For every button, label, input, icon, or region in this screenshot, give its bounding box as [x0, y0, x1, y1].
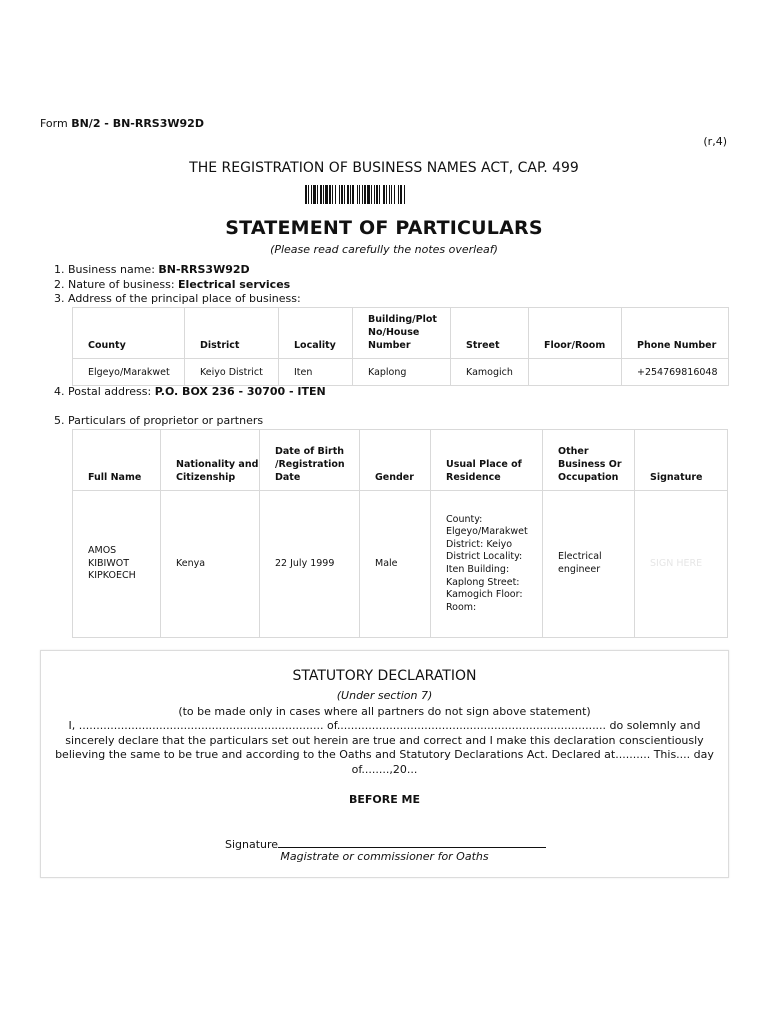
cell-signature: SIGN HERE — [635, 491, 728, 638]
header-floor-room: Floor/Room — [529, 308, 622, 359]
postal-address-line — [54, 385, 326, 398]
header-street: Street — [451, 308, 529, 359]
signature-line — [225, 836, 546, 851]
rule-reference: (r,4) — [703, 135, 727, 148]
signature-underline — [278, 836, 546, 848]
declaration-note: (to be made only in cases where all partners do not sign above statement) — [178, 705, 591, 718]
nature-value: Electrical services — [178, 278, 291, 291]
header-full-name: Full Name — [73, 430, 161, 491]
partners-line: 5. Particulars of proprietor or partners — [54, 414, 264, 427]
cell-nationality: Kenya — [161, 491, 260, 638]
header-phone: Phone Number — [622, 308, 729, 359]
table-row — [73, 359, 729, 386]
cell-locality: Iten — [279, 359, 353, 386]
cell-gender: Male — [360, 491, 431, 638]
business-name-line — [54, 263, 250, 276]
cell-building: Kaplong — [353, 359, 451, 386]
barcode-image — [305, 185, 465, 204]
magistrate-label: Magistrate or commissioner for Oaths — [280, 850, 489, 863]
business-name-value: BN-RRS3W92D — [158, 263, 250, 276]
nature-of-business-line — [54, 278, 290, 291]
declaration-title: STATUTORY DECLARATION — [292, 668, 477, 684]
before-me-label: BEFORE ME — [348, 793, 421, 806]
page-title: STATEMENT OF PARTICULARS — [225, 217, 543, 239]
form-prefix: Form — [40, 117, 72, 130]
cell-residence: County: Elgeyo/Marakwet District: Keiyo District Locality: Iten Building: Kaplong Street: Kamogich Floor: Room: — [431, 491, 543, 638]
postal-label: 4. Postal address: — [54, 385, 155, 398]
header-locality: Locality — [279, 308, 353, 359]
partners-table-header — [73, 430, 728, 491]
cell-phone: +254769816048 — [622, 359, 729, 386]
statutory-declaration-box — [40, 650, 729, 878]
header-county: County — [73, 308, 185, 359]
form-code-value: BN/2 - BN-RRS3W92D — [71, 117, 204, 130]
table-row — [73, 491, 728, 638]
header-building: Building/Plot No/House Number — [353, 308, 451, 359]
address-table-header — [73, 308, 729, 359]
declaration-body: I, ...................................................................... of............................................................................. do solemnly and sincerely declare that the particulars set out herein are true and correct and I make this declaration conscientiously believing the same to be true and according to the Oaths and Statutory Declarations Act. Declared at.......... This.... day of........,20... — [55, 719, 714, 777]
postal-value: P.O. BOX 236 - 30700 - ITEN — [154, 385, 326, 398]
cell-district: Keiyo District — [185, 359, 279, 386]
act-title: THE REGISTRATION OF BUSINESS NAMES ACT, CAP. 499 — [189, 160, 579, 176]
address-table — [72, 307, 729, 386]
address-line: 3. Address of the principal place of business: — [54, 292, 301, 305]
page-subtitle: (Please read carefully the notes overleaf) — [270, 243, 498, 256]
cell-street: Kamogich — [451, 359, 529, 386]
cell-floor-room — [529, 359, 622, 386]
partners-table — [72, 429, 728, 638]
cell-occupation: Electrical engineer — [543, 491, 635, 638]
cell-dob: 22 July 1999 — [260, 491, 360, 638]
header-residence: Usual Place of Residence — [431, 430, 543, 491]
signature-label: Signature — [225, 838, 279, 851]
form-code — [40, 117, 204, 130]
header-occupation: Other Business Or Occupation — [543, 430, 635, 491]
header-district: District — [185, 308, 279, 359]
header-nationality: Nationality and Citizenship — [161, 430, 260, 491]
business-name-label: 1. Business name: — [54, 263, 159, 276]
cell-county: Elgeyo/Marakwet — [73, 359, 185, 386]
header-signature: Signature — [635, 430, 728, 491]
header-dob: Date of Birth /Registration Date — [260, 430, 360, 491]
header-gender: Gender — [360, 430, 431, 491]
declaration-section: (Under section 7) — [336, 689, 433, 702]
cell-full-name: AMOS KIBIWOT KIPKOECH — [73, 491, 161, 638]
nature-label: 2. Nature of business: — [54, 278, 179, 291]
